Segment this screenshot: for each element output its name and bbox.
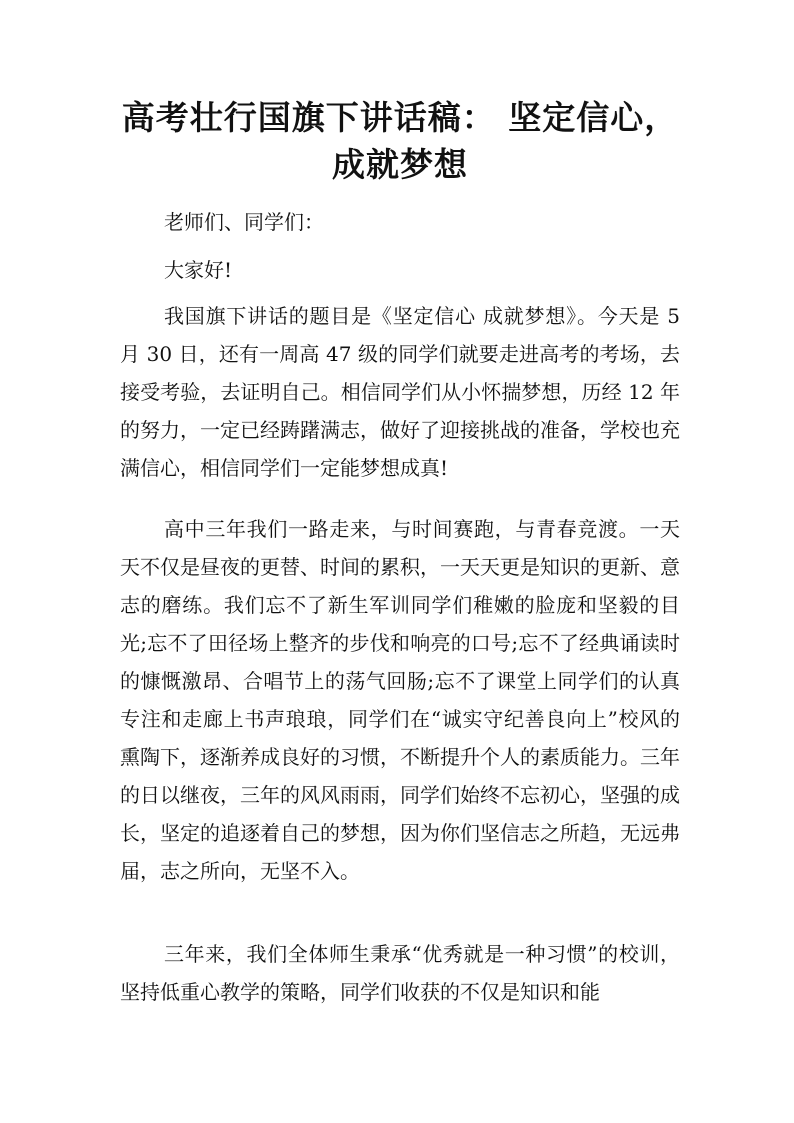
document-title: 高考壮行国旗下讲话稿： 坚定信心，成就梦想 <box>121 98 679 184</box>
greeting: 大家好! <box>164 258 233 282</box>
paragraph-1: 我国旗下讲话的题目是《坚定信心 成就梦想》。今天是 5 月 30 日，还有一周高 47 级的同学们就要走进高考的考场，去接受考验，去证明自己。相信同学们从小怀揣梦想，历经 12 年的努力，一定已经踌躇满志，做好了迎接挑战的准备，学校也充满信心，相信同学们一定能梦想成真! <box>120 304 680 480</box>
paragraph-3: 三年来，我们全体师生秉承“优秀就是一种习惯”的校训，坚持低重心教学的策略，同学们收获的不仅是知识和能 <box>120 942 680 1004</box>
paragraph-2: 高中三年我们一路走来，与时间赛跑，与青春竞渡。一天天不仅是昼夜的更替、时间的累积，一天天更是知识的更新、意志的磨练。我们忘不了新生军训同学们稚嫩的脸庞和坚毅的目光;忘不了田径场上整齐的步伐和响亮的口号;忘不了经典诵读时的慷慨激昂、合唱节上的荡气回肠;忘不了课堂上同学们的认真专注和走廊上书声琅琅，同学们在“诚实守纪善良向上”校风的熏陶下，逐渐养成良好的习惯，不断提升个人的素质能力。三年的日以继夜，三年的风风雨雨，同学们始终不忘初心，坚强的成长，坚定的追逐着自己的梦想，因为你们坚信志之所趋，无远弗届，志之所向，无坚不入。 <box>120 517 680 883</box>
salutation: 老师们、同学们： <box>164 210 324 234</box>
